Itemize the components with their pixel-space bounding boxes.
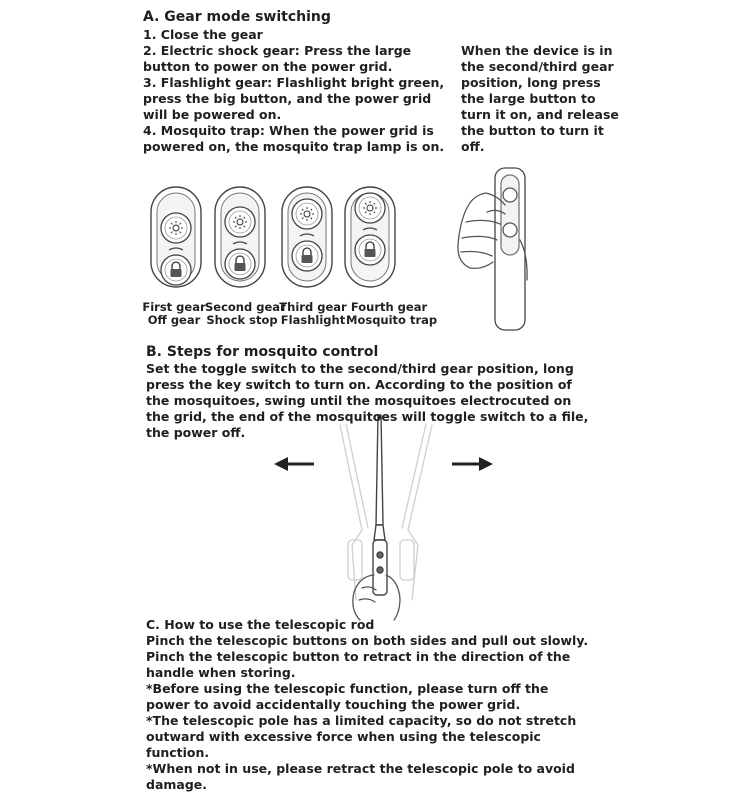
section-c — [146, 617, 591, 793]
long-press-note: When the device is in the second/third gear position, long press the large button to turn it on, and release the button to turn it off. — [461, 43, 619, 154]
gear-label-1-line-1: First gear — [142, 300, 206, 314]
gear-label-2-line-1: Second gear — [205, 300, 286, 314]
section-c-line-1: Pinch the telescopic buttons on both sides and pull out slowly. Pinch the telescopic button to retract in the direction of the handle when storing. — [146, 633, 589, 680]
section-b — [146, 343, 591, 441]
gear-label-1 — [137, 301, 211, 327]
gear-label-4-line-2: Mosquito trap — [346, 313, 438, 327]
hand-holding-device-illustration — [458, 168, 527, 330]
section-a-line-4: 4. Mosquito trap: When the power grid is powered on, the mosquito trap lamp is on. — [143, 123, 445, 154]
gear-label-4-line-1: Fourth gear — [350, 300, 428, 314]
section-c-heading: C. How to use the telescopic rod — [146, 617, 375, 632]
rod-swing-illustration — [340, 415, 432, 620]
section-a-line-3: 3. Flashlight gear: Flashlight bright green, press the big button, and the power grid will be powered on. — [143, 75, 445, 122]
section-a-line-2: 2. Electric shock gear: Press the large button to power on the power grid. — [143, 43, 412, 74]
gear-switch-3 — [282, 187, 332, 287]
section-c-line-3: *The telescopic pole has a limited capacity, so do not stretch outward with excessive force when using the telescopic function. — [146, 713, 577, 760]
gear-switch-2 — [215, 187, 265, 287]
gear-label-2-line-2: Shock stop — [206, 313, 278, 327]
arrow-right-icon — [452, 457, 493, 471]
section-a-line-1: 1. Close the gear — [143, 27, 263, 42]
section-a-heading: A. Gear mode switching — [143, 9, 331, 25]
gear-label-1-line-2: Off gear — [147, 313, 201, 327]
gear-label-3-line-2: Flashlight — [280, 313, 346, 327]
gear-label-2 — [205, 300, 286, 327]
arrow-left-icon — [274, 457, 314, 471]
gear-label-3 — [276, 301, 350, 327]
gear-label-3-line-1: Third gear — [279, 300, 347, 314]
section-c-line-2: *Before using the telescopic function, please turn off the power to avoid accidentally touching the power grid. — [146, 681, 549, 712]
gear-label-4 — [346, 300, 438, 327]
section-b-body: Set the toggle switch to the second/third gear position, long press the key switch to turn on. According to the position of the mosquitoes, swing until the mosquitoes electrocuted on the grid, the end of the mosquitoes will toggle switch to a file, the power off. — [146, 361, 589, 440]
section-b-heading: B. Steps for mosquito control — [146, 344, 379, 360]
section-c-line-4: *When not in use, please retract the telescopic pole to avoid damage. — [146, 761, 575, 792]
